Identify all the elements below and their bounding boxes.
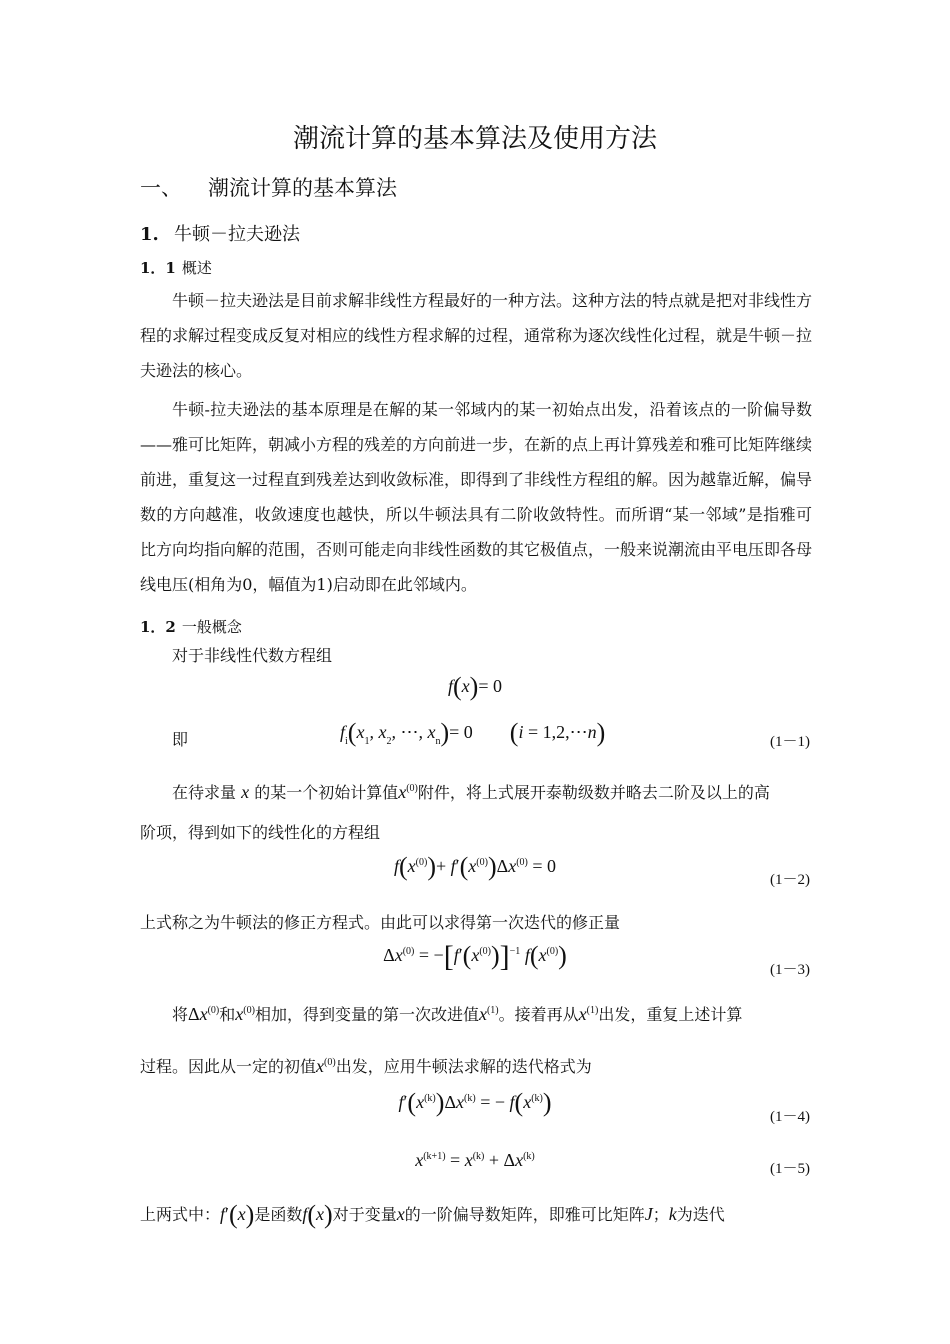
paragraph-overview [140,283,812,388]
paragraph-6: 过程。因此从一定的初值$x^{(0)}$出发，应用牛顿法求解的迭代格式为 [140,1056,592,1076]
paragraph-3-line-2: 阶项，得到如下的线性化的方程组 [140,823,381,842]
intro-line: 对于非线性代数方程组 [172,646,333,665]
equation-fx: f(x)= 0 [447,672,502,701]
equation-number: (1－5) [770,1161,810,1177]
equation-1-5: $x^{(k+1)} = x^{(k)} + \Delta x^{(k)}$ [415,1150,535,1170]
paragraph-3-line-1: 在待求量 x 的某一个初始计算值$x^{(0)}$附件，将上式展开泰勒级数并略去二阶及以上的高 [172,782,770,802]
subsubsection-heading-overview [140,257,212,278]
paragraph-2: 牛顿-拉夫逊法的基本原理是在解的某一邻域内的某一初始点出发，沿着该点的一阶偏导数——雅可比矩阵，朝减小方程的残差的方向前进一步，在新的点上再计算残差和雅可比矩阵继续前进，重复这一过程直到残差达到收敛标准，即得到了非线性方程组的解。因为越靠近解，偏导数的方向越准，收敛速度也越快，所以牛顿法具有二阶收敛特性。而所谓“某一邻域”是指雅可比方向均指向解的范围，否则可能走向非线性函数的其它极值点，一般来说潮流由平电压即各母线电压(相角为0，幅值为1)启动即在此邻域内。 [140,400,813,594]
paragraph-principle [140,392,812,602]
equation-1-2: $f(x^{(0)})+ f'(x^{(0)})\Delta x^{(0)} = 0$ [393,852,557,881]
equation-1-3: $\Delta x^{(0)} = -[f'(x^{(0)})]^{-1}$ $f(x^{(0)})$ [383,940,567,973]
subsection-heading [140,220,300,246]
equation-1-4: $f'(x^{(k)})\Delta x^{(k)}$ = − $f(x^{(k)})$ [398,1088,552,1117]
subsubsection-number: 1．1 [140,259,176,277]
section-number: 一、 [140,176,182,200]
subsubsection-title: 概述 [181,259,212,277]
paragraph-4: 上式称之为牛顿法的修正方程式。由此可以求得第一次迭代的修正量 [140,913,621,932]
equation-number: (1－2) [770,872,810,888]
subsubsection-heading-concept [140,616,242,637]
section-title: 潮流计算的基本算法 [208,176,397,200]
equation-number: (1－4) [770,1109,810,1125]
paragraph-1: 牛顿－拉夫逊法是目前求解非线性方程最好的一种方法。这种方法的特点就是把对非线性方程的求解过程变成反复对相应的线性方程求解的过程，通常称为逐次线性化过程，就是牛顿－拉夫逊法的核心。 [140,291,813,380]
equation-1-1: $f_i(x_1$, $x_2$, ⋯, $x_n)= 0$ (i = 1,2,⋯n) [340,718,606,747]
paragraph-5: 将$\Delta x^{(0)}$和$x^{(0)}$相加，得到变量的第一次改进值$x^{(1)}$。接着再从$x^{(1)}$出发，重复上述计算 [172,1004,743,1024]
section-heading [140,172,397,202]
subsubsection-number: 1．2 [140,618,176,636]
equation-number: (1－3) [770,962,810,978]
ji-label: 即 [172,730,189,749]
equation-number: (1－1) [770,734,810,750]
var-x: x [241,782,250,802]
page-title: 潮流计算的基本算法及使用方法 [292,124,657,154]
paragraph-7: 上两式中：f′(x)是函数f(x)对于变量x的一阶偏导数矩阵，即雅可比矩阵J；k为迭代 [140,1200,725,1229]
subsubsection-title: 一般概念 [181,618,242,636]
subsection-title: 牛顿－拉夫逊法 [174,224,300,245]
subsection-number: 1. [140,224,159,245]
var-x0: $x^{(0)}$ [398,782,418,802]
